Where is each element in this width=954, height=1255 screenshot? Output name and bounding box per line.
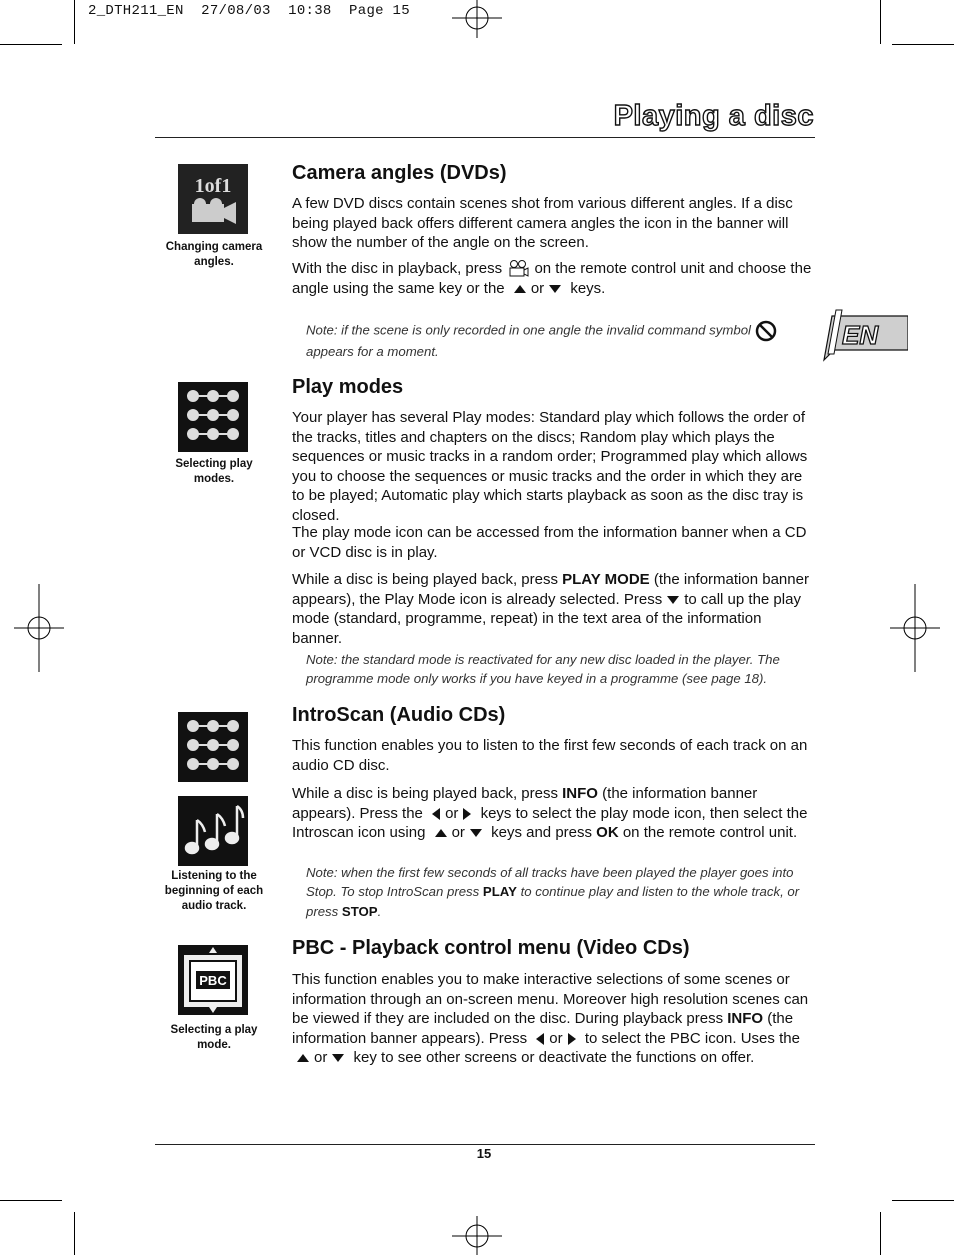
caption: Selecting a play mode. xyxy=(170,1024,258,1051)
text: on the remote control unit. xyxy=(622,824,798,841)
play-mode-icon xyxy=(178,382,248,452)
text: keys. xyxy=(570,280,606,298)
text: or xyxy=(451,824,465,841)
crop-mark xyxy=(74,0,75,44)
crop-mark xyxy=(892,44,954,45)
key-name: INFO xyxy=(562,785,598,802)
page-title: Playing a disc xyxy=(613,100,814,132)
camera-angle-thumbnail xyxy=(178,164,248,234)
text: or xyxy=(445,804,459,822)
text: Note: when the first few seconds of all tracks have been played the player goes into Stop. To stop IntroScan press xyxy=(306,865,794,900)
text: appears for a moment. xyxy=(306,344,439,359)
text: or xyxy=(530,280,545,298)
key-name: STOP xyxy=(341,903,378,919)
introscan-music-thumbnail xyxy=(178,796,248,866)
registration-mark xyxy=(452,0,502,40)
section-heading: PBC - Playback control menu (Video CDs) xyxy=(292,937,690,959)
right-arrow-icon xyxy=(568,1033,576,1045)
crop-mark xyxy=(892,1200,954,1201)
text: (the information banner appears). Press xyxy=(292,1010,794,1047)
text: to select the PBC icon. Uses the xyxy=(584,1029,800,1047)
camera-icon xyxy=(178,164,248,234)
registration-mark xyxy=(890,584,940,674)
registration-mark xyxy=(452,1214,502,1255)
badge-label: EN xyxy=(842,320,879,350)
text: keys and press xyxy=(491,824,592,841)
caption: Listening to the beginning of each audio track. xyxy=(164,870,264,912)
text: With the disc in playback, press xyxy=(292,260,503,277)
page-number: 15 xyxy=(476,1146,492,1161)
up-arrow-icon xyxy=(297,1054,309,1062)
paragraph xyxy=(292,570,814,648)
text: While a disc is being played back, press xyxy=(292,571,558,588)
text: key to see other screens or deactivate the functions on offer. xyxy=(353,1049,755,1066)
text: to continue play and listen to the whole track, or press xyxy=(306,884,800,919)
play-modes-thumbnail xyxy=(178,382,248,452)
key-name: PLAY MODE xyxy=(562,571,650,588)
note: Note: the standard mode is reactivated for any new disc loaded in the player. The programme mode only works if you have keyed in a programme (see page 18). xyxy=(306,652,780,687)
crop-mark xyxy=(880,1212,881,1255)
key-name: INFO xyxy=(727,1010,764,1027)
right-arrow-icon xyxy=(463,808,471,820)
text: keys to select the play mode icon, then select the Introscan icon using xyxy=(292,804,808,841)
registration-mark xyxy=(14,584,64,674)
text: or xyxy=(549,1029,563,1047)
pbc-thumbnail xyxy=(178,945,248,1015)
note xyxy=(306,320,806,361)
invalid-command-icon xyxy=(755,320,777,342)
left-arrow-icon xyxy=(432,808,440,820)
text: (the information banner appears), the Play Mode icon is already selected. Press xyxy=(292,571,809,608)
introscan-thumbnail xyxy=(178,712,248,782)
caption: Selecting play modes. xyxy=(175,458,253,485)
paragraph xyxy=(292,970,814,1068)
language-badge xyxy=(822,308,908,362)
en-badge-icon xyxy=(822,308,908,362)
paragraph: Your player has several Play modes: Standard play which follows the order of the tracks, titles and chapters on the discs; Random play which plays the sequences or music tracks in a random order; Programmed play which allows you to choose the sequences or music tracks and the order in which they are to be played; Automatic play which starts playback as soon as the disc tray is closed. xyxy=(292,409,808,524)
pbc-icon-label: PBC xyxy=(199,973,227,988)
down-arrow-icon xyxy=(470,829,482,837)
header-rule xyxy=(155,137,815,138)
crop-mark xyxy=(0,1200,62,1201)
crop-mark xyxy=(880,0,881,44)
text: to call up the play mode (standard, programme, repeat) in the text area of the information banner. xyxy=(292,590,801,647)
section-heading: Play modes xyxy=(292,376,404,398)
up-arrow-icon xyxy=(514,285,526,293)
pbc-icon xyxy=(178,945,248,1015)
print-slug: 2_DTH211_EN 27/08/03 10:38 Page 15 xyxy=(88,3,410,19)
footer-rule xyxy=(155,1144,815,1145)
key-name: PLAY xyxy=(482,884,517,900)
paragraph: A few DVD discs contain scenes shot from various different angles. If a disc being played back offers different camera angles the icon in the banner will show the number of the angle on the screen. xyxy=(292,195,793,251)
paragraph xyxy=(292,784,814,843)
down-arrow-icon xyxy=(332,1054,344,1062)
crop-mark xyxy=(74,1212,75,1255)
paragraph xyxy=(292,259,814,299)
caption: Changing camera angles. xyxy=(165,241,263,268)
up-arrow-icon xyxy=(435,829,447,837)
section-heading: Camera angles (DVDs) xyxy=(292,162,507,184)
down-arrow-icon xyxy=(667,596,679,604)
text: on the remote control unit and choose the angle using the same key or the xyxy=(292,260,812,298)
section-heading: IntroScan (Audio CDs) xyxy=(292,704,506,726)
text: . xyxy=(377,903,382,919)
text: (the information banner appears). Press the xyxy=(292,785,758,822)
down-arrow-icon xyxy=(549,285,561,293)
paragraph: The play mode icon can be accessed from the information banner when a CD or VCD disc is in play. xyxy=(292,524,807,561)
text: This function enables you to make interactive selections of some scenes or information through an on-screen menu. Moreover high resolution scenes can be viewed if they are included on the disc. During playback press xyxy=(292,971,809,1027)
text: While a disc is being played back, press xyxy=(292,785,558,802)
play-mode-icon xyxy=(178,712,248,782)
crop-mark xyxy=(0,44,62,45)
svg-text:1of1: 1of1 xyxy=(194,175,232,197)
key-name: OK xyxy=(596,824,619,841)
text: or xyxy=(314,1049,328,1066)
angle-key-icon xyxy=(506,259,530,279)
text: Note: if the scene is only recorded in one angle the invalid command symbol xyxy=(306,322,751,338)
paragraph: This function enables you to listen to the first few seconds of each track on an audio CD disc. xyxy=(292,737,808,774)
left-arrow-icon xyxy=(536,1033,544,1045)
note xyxy=(306,863,806,921)
music-notes-icon xyxy=(178,796,248,866)
